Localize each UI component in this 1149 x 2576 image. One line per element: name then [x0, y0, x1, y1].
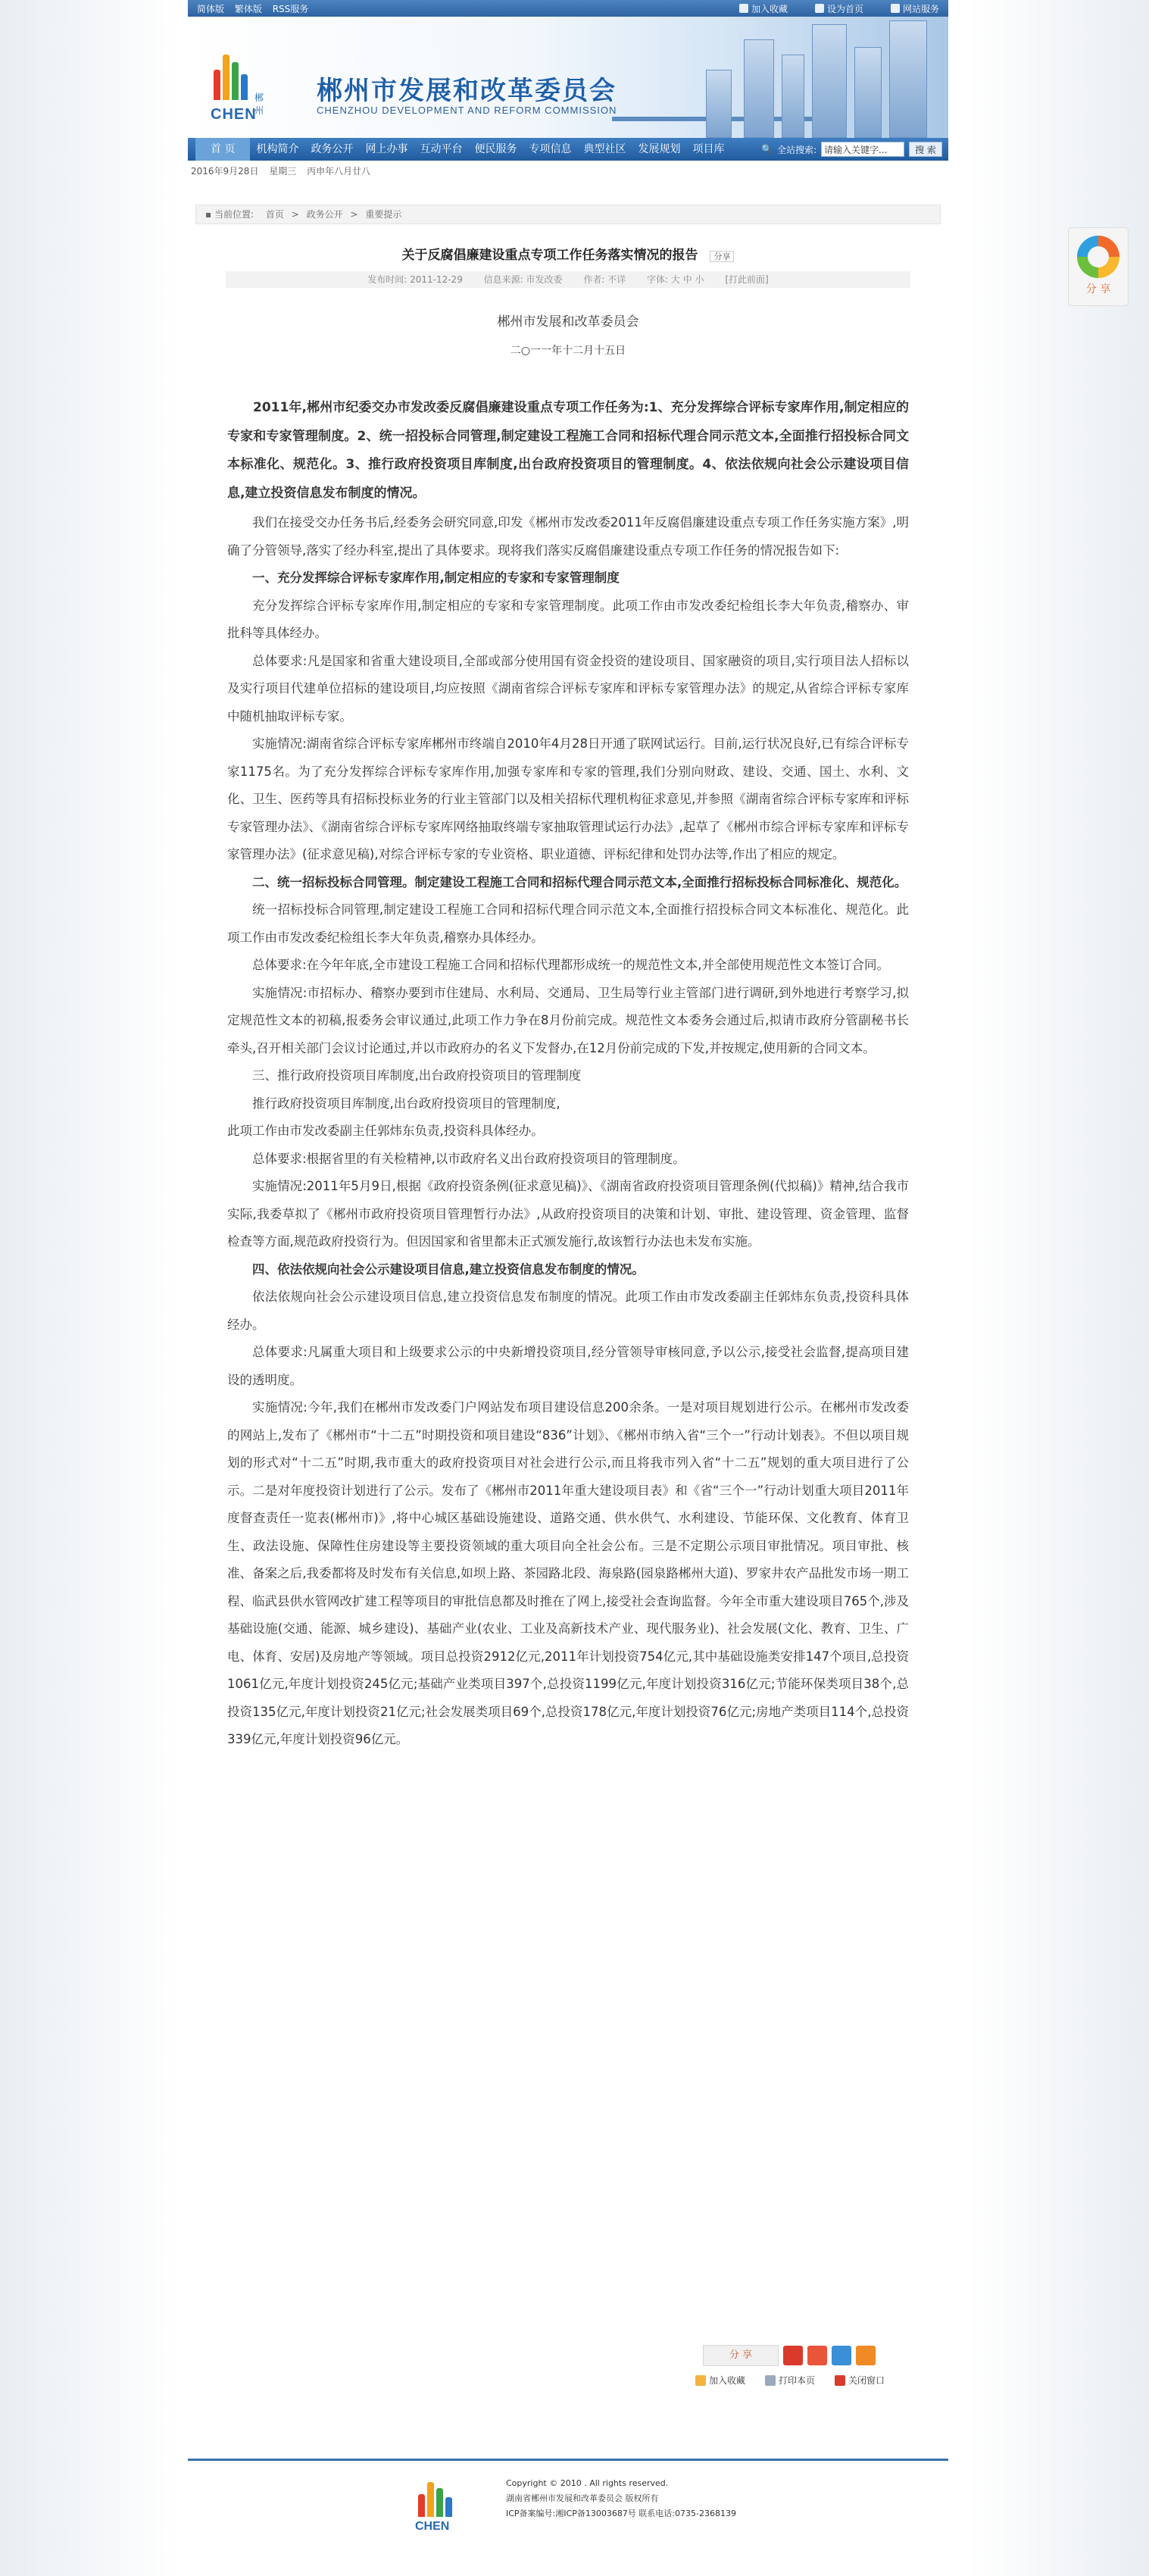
article-paragraph: 总体要求:凡属重大项目和上级要求公示的中央新增投资项目,经分管领导审核同意,予以公示,接受社会监督,提高项目建设的透明度。	[227, 1345, 909, 1387]
article-meta	[226, 271, 910, 288]
link-rss[interactable]: RSS服务	[272, 3, 309, 14]
nav-item-about[interactable]: 机构简介	[256, 143, 299, 155]
breadcrumb: ▪ 当前位置: 首页 > 政务公开 > 重要提示	[195, 205, 941, 224]
article-paragraph: 三、推行政府投资项目库制度,出台政府投资项目的管理制度	[252, 1068, 582, 1083]
breadcrumb-gov-affairs[interactable]: 政务公开	[306, 209, 343, 220]
meta-source: 信息来源: 市发改委	[483, 274, 563, 285]
renren-icon[interactable]	[807, 2346, 827, 2365]
nav-item-gov-affairs[interactable]: 政务公开	[311, 143, 354, 155]
meta-print[interactable]: [打此前面]	[725, 274, 769, 285]
link-simplified[interactable]: 简体版	[197, 3, 225, 14]
current-date: 2016年9月28日	[191, 166, 259, 177]
main-nav	[188, 138, 948, 161]
top-bar	[188, 0, 948, 17]
article-paragraph: 2011年,郴州市纪委交办市发改委反腐倡廉建设重点专项工作任务为:1、充分发挥综合评标专家库作用,制定相应的专家和专家管理制度。2、统一招投标合同管理,制定建设工程施工合同和招标代理合同示范文本,全面推行招投标合同文本标准化、规范化。3、推行政府投资项目库制度,出台政府投资项目的管理制度。4、依法依规向社会公示建设项目信息,建立投资信息发布制度的情况。	[227, 400, 909, 501]
header-banner	[188, 17, 948, 138]
search-button[interactable]: 搜 索	[909, 142, 942, 157]
print-action[interactable]: 打印本页	[765, 2374, 815, 2387]
favorite-icon	[695, 2375, 706, 2386]
footer-owner: 湖南省郴州市发展和改革委员会 版权所有	[506, 2493, 659, 2503]
article-paragraph: 依法依规向社会公示建设项目信息,建立投资信息发布制度的情况。此项工作由市发改委副主任郭炜东负责,投资科具体经办。	[227, 1290, 909, 1332]
article-org: 郴州市发展和改革委员会	[497, 314, 639, 330]
meta-published: 发布时间: 2011-12-29	[367, 274, 463, 285]
weibo-icon[interactable]	[783, 2346, 803, 2365]
site-subtitle: CHENZHOU DEVELOPMENT AND REFORM COMMISSION	[317, 105, 617, 116]
qzone-icon[interactable]	[832, 2346, 851, 2365]
search-icon: 🔍	[761, 144, 773, 155]
article-paragraph: 一、充分发挥综合评标专家库作用,制定相应的专家和专家管理制度	[252, 571, 620, 585]
star-icon	[739, 4, 748, 13]
meta-font-size[interactable]: 字体: 大 中 小	[647, 274, 704, 285]
article-body	[227, 394, 909, 1754]
article-paragraph: 推行政府投资项目库制度,出台政府投资项目的管理制度,	[252, 1096, 560, 1111]
article-paragraph: 总体要求:在今年年底,全市建设工程施工合同和招标代理都形成统一的规范性文本,并全部使用规范性文本签订合同。	[252, 958, 890, 972]
floating-share-label: 分 享	[1085, 283, 1111, 295]
site-logo[interactable]	[211, 47, 271, 123]
lunar-date: 丙申年八月廿八	[307, 166, 371, 177]
article-title: 关于反腐倡廉建设重点专项工作任务落实情况的报告	[401, 248, 698, 263]
nav-item-public-services[interactable]: 便民服务	[474, 143, 517, 155]
article-paragraph: 实施情况:市招标办、稽察办要到市住建局、水利局、交通局、卫生局等行业主管部门进行调研,到外地进行考察学习,拟定规范性文本的初稿,报委务会审议通过,此项工作力争在8月份前完成。规范性文本委务会通过后,拟请市政府分管副秘书长牵头,召开相关部门会议讨论通过,并以市政府办的名义下发督办,在12月份前完成的下发,并按规定,使用新的合同文本。	[227, 985, 909, 1055]
add-favorite-link[interactable]: 加入收藏	[739, 2, 788, 15]
footer-copyright: Copyright © 2010 . All rights reserved.	[506, 2478, 669, 2488]
page-container	[188, 0, 948, 2576]
site-search	[761, 142, 942, 157]
article-paragraph: 此项工作由市发改委副主任郭炜东负责,投资科具体经办。	[227, 1124, 544, 1138]
search-input[interactable]	[821, 142, 904, 157]
share-bar	[703, 2345, 876, 2366]
home-icon	[815, 4, 824, 13]
article-paragraph: 实施情况:今年,我们在郴州市发改委门户网站发布项目建设信息200余条。一是对项目规划进行公示。在郴州市发改委的网站上,发布了《郴州市“十二五”时期投资和项目建设“836”计划》、《郴州市纳入省“三个一”行动计划表》。不但以项目规划的形式对“十二五”时期,我市重大的政府投资项目对社会进行公示,而且将我市列入省“十二五”规划的重大项目进行了公示。二是对年度投资计划进行了公示。发布了《郴州市2011年重大建设项目表》和《省“三个一”行动计划重大项目2011年度督查责任一览表(郴州市)》,将中心城区基础设施建设、道路交通、供水供气、水利建设、节能环保、文化教育、体育卫生、政法设施、保障性住房建设等主要投资领域的重大项目向全社会公布。三是不定期公示项目审批情况。项目审批、核准、备案之后,我委都将及时发布有关信息,如坝上路、茶园路北段、海泉路(园泉路郴州大道)、罗家井农产品批发市场一期工程、临武县供水管网改扩建工程等项目的审批信息都及时推在了网上,接受社会查询监督。今年全市重大建设项目765个,涉及基础设施(交通、能源、城乡建设)、基础产业(农业、工业及高新技术产业、现代服务业)、社会发展(文化、教育、卫生、广电、体育、安居)及房地产等领域。项目总投资2912亿元,2011年计划投资754亿元,其中基础设施类安排147个项目,总投资1061亿元,年度计划投资245亿元;基础产业类项目397个,总投资1199亿元,年度计划投资316亿元;节能环保类项目38个,总投资135亿元,年度计划投资21亿元;社会发展类项目69个,总投资178亿元,年度计划投资76亿元;房地产类项目114个,总投资339亿元,年度计划投资96亿元。	[227, 1400, 909, 1746]
footer-logo-text: CHEN	[415, 2520, 450, 2533]
set-homepage-link[interactable]: 设为首页	[815, 2, 863, 15]
breadcrumb-label: 当前位置:	[214, 209, 254, 220]
print-icon	[765, 2375, 776, 2386]
article-paragraph: 我们在接受交办任务书后,经委务会研究同意,印发《郴州市发改委2011年反腐倡廉建设重点专项工作任务实施方案》,明确了分管领导,落实了经办科室,提出了具体要求。现将我们落实反腐倡廉建设重点专项工作任务的情况报告如下:	[227, 515, 909, 558]
nav-item-special-info[interactable]: 专项信息	[529, 143, 572, 155]
city-skyline-illustration	[676, 17, 948, 138]
nav-item-planning[interactable]: 发展规划	[638, 143, 681, 155]
article-paragraph: 统一招标投标合同管理,制定建设工程施工合同和招标代理合同示范文本,全面推行招投标合同文本标准化、规范化。此项工作由市发改委纪检组长李大年负责,稽察办具体经办。	[227, 902, 909, 945]
service-icon	[891, 4, 900, 13]
footer-logo	[415, 2476, 476, 2537]
article-paragraph: 二、统一招标投标合同管理。制定建设工程施工合同和招标代理合同示范文本,全面推行招标投标合同标准化、规范化。	[252, 874, 907, 889]
logo-mark	[214, 52, 259, 100]
nav-item-home[interactable]: 首 页	[195, 138, 250, 161]
footer-text	[506, 2476, 736, 2521]
logo-text: 郴州	[254, 92, 264, 116]
article-paragraph: 总体要求:根据省里的有关检精神,以市政府名义出台政府投资项目的管理制度。	[252, 1151, 685, 1166]
breadcrumb-home[interactable]: 首页	[265, 209, 284, 220]
article-paragraph: 四、依法依规向社会公示建设项目信息,建立投资信息发布制度的情况。	[252, 1261, 645, 1277]
article-date: 二○一一年十二月十五日	[510, 345, 626, 357]
page-actions	[695, 2374, 885, 2387]
site-service-link[interactable]: 网站服务	[891, 2, 939, 15]
article-paragraph: 实施情况:湖南省综合评标专家库郴州市终端自2010年4月28日开通了联网试运行。目前,运行状况良好,已有综合评标专家1175名。为了充分发挥综合评标专家库作用,加强专家库和专家的管理,我们分别向财政、建设、交通、国土、水利、文化、卫生、医药等具有招标投标业务的行业主管部门以及相关招标代理机构征求意见,并参照《湖南省综合评标专家库和评标专家管理办法》、《湖南省综合评标专家库网络抽取终端专家抽取管理试运行办法》,起草了《郴州市综合评标专家库和评标专家管理办法》(征求意见稿),对综合评标专家的专业资格、职业道德、评标纪律和处罚办法等,作出了相应的规定。	[227, 736, 909, 861]
breadcrumb-icon: ▪	[205, 209, 212, 220]
search-label: 全站搜索:	[776, 144, 816, 155]
article-paragraph: 总体要求:凡是国家和省重大建设项目,全部或部分使用国有资金投资的建设项目、国家融资的项目,实行项目法人招标以及实行项目代建单位招标的建设项目,均应按照《湖南省综合评标专家库和评标专家管理办法》的规定,从省综合评标专家库中随机抽取评标专家。	[227, 653, 909, 724]
article-paragraph: 实施情况:2011年5月9日,根据《政府投资条例(征求意见稿)》、《湖南省政府投资项目管理条例(代拟稿)》精神,结合我市实际,我委草拟了《郴州市政府投资项目管理暂行办法》,从政府投资项目的决策和计划、审批、建设管理、资金管理、监督检查等方面,规范政府投资行为。但因国家和省里都未正式颁发施行,故该暂行办法也未发布实施。	[227, 1179, 909, 1249]
floating-share-widget[interactable]	[1068, 227, 1129, 306]
footer	[188, 2459, 948, 2542]
share-mini-button[interactable]: 分享	[710, 251, 734, 262]
meta-author: 作者: 不详	[583, 274, 626, 285]
share-button[interactable]: 分 享	[703, 2345, 779, 2366]
share-logo-icon	[1077, 236, 1119, 278]
article-title-row	[188, 244, 948, 263]
current-weekday: 星期三	[269, 166, 297, 177]
close-window-action[interactable]: 关闭窗口	[835, 2374, 885, 2387]
nav-item-interaction[interactable]: 互动平台	[420, 143, 463, 155]
footer-icp: ICP备案编号:湘ICP备13003687号 联系电话:0735-2368139	[506, 2509, 736, 2518]
site-title: 郴州市发展和改革委员会	[317, 76, 617, 106]
more-share-icon[interactable]	[856, 2346, 876, 2365]
close-icon	[835, 2375, 845, 2386]
nav-item-online-services[interactable]: 网上办事	[365, 143, 408, 155]
nav-item-communities[interactable]: 典型社区	[583, 143, 626, 155]
add-favorite-action[interactable]: 加入收藏	[695, 2374, 745, 2387]
date-bar	[188, 161, 948, 182]
article-paragraph: 充分发挥综合评标专家库作用,制定相应的专家和专家管理制度。此项工作由市发改委纪检组长李大年负责,稽察办、审批科等具体经办。	[227, 598, 909, 640]
nav-item-project-library[interactable]: 项目库	[692, 143, 725, 155]
link-traditional[interactable]: 繁体版	[234, 3, 262, 14]
breadcrumb-current[interactable]: 重要提示	[365, 209, 402, 220]
logo-latin-text: CHEN	[211, 106, 257, 123]
